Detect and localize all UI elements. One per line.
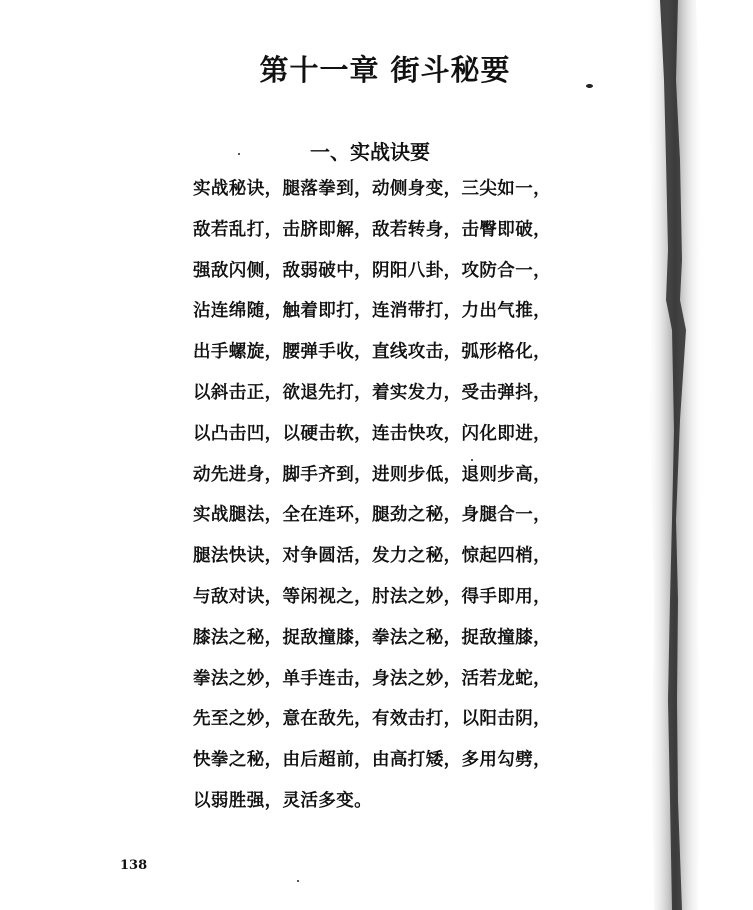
shadow-halo xyxy=(646,0,704,910)
verse-line: 动先进身，脚手齐到，进则步低，退则步高， xyxy=(193,464,551,485)
verse-line: 实战腿法，全在连环，腿劲之秘，身腿合一， xyxy=(193,505,551,526)
verse-line: 沾连绵随，触着即打，连消带打，力出气推， xyxy=(193,301,551,322)
verse-line: 出手螺旋，腰弹手收，直线攻击，弧形格化， xyxy=(193,342,551,363)
verse-line: 以斜击正，欲退先打，着实发力，受击弹抖， xyxy=(193,382,551,403)
verse-line: 强敌闪侧，敌弱破中，阴阳八卦，攻防合一， xyxy=(193,260,551,281)
verse-line: 敌若乱打，击脐即解，敌若转身，击臀即破， xyxy=(193,219,551,240)
verse-line: 快拳之秘，由后超前，由高打矮，多用勾劈， xyxy=(193,750,551,771)
scan-edge-shadow xyxy=(620,0,753,910)
verse-line: 先至之妙，意在敌先，有效击打，以阳击阴， xyxy=(193,709,551,730)
page-number: 138 xyxy=(120,858,148,873)
verse-line: 腿法快诀，对争圆活，发力之秘，惊起四梢， xyxy=(193,546,551,567)
scan-speck xyxy=(471,459,473,461)
scan-speck xyxy=(586,84,593,88)
scan-speck xyxy=(297,880,299,882)
verse-line: 实战秘诀，腿落拳到，动侧身变，三尖如一， xyxy=(193,179,551,199)
verse-line: 膝法之秘，捉敌撞膝，拳法之秘，捉敌撞膝， xyxy=(193,627,551,648)
verse-line: 与敌对诀，等闲视之，肘法之妙，得手即用， xyxy=(193,586,551,607)
scan-speck xyxy=(238,153,240,155)
verse-line: 以弱胜强，灵活多变。 xyxy=(193,790,372,811)
verse-line: 拳法之妙，单手连击，身法之妙，活若龙蛇， xyxy=(193,668,551,689)
chapter-title: 第十一章 街斗秘要 xyxy=(259,53,511,87)
verse-list xyxy=(193,174,553,827)
verse-line: 以凸击凹，以硬击软，连击快攻，闪化即进， xyxy=(193,423,551,444)
section-title: 一、实战诀要 xyxy=(310,140,430,164)
